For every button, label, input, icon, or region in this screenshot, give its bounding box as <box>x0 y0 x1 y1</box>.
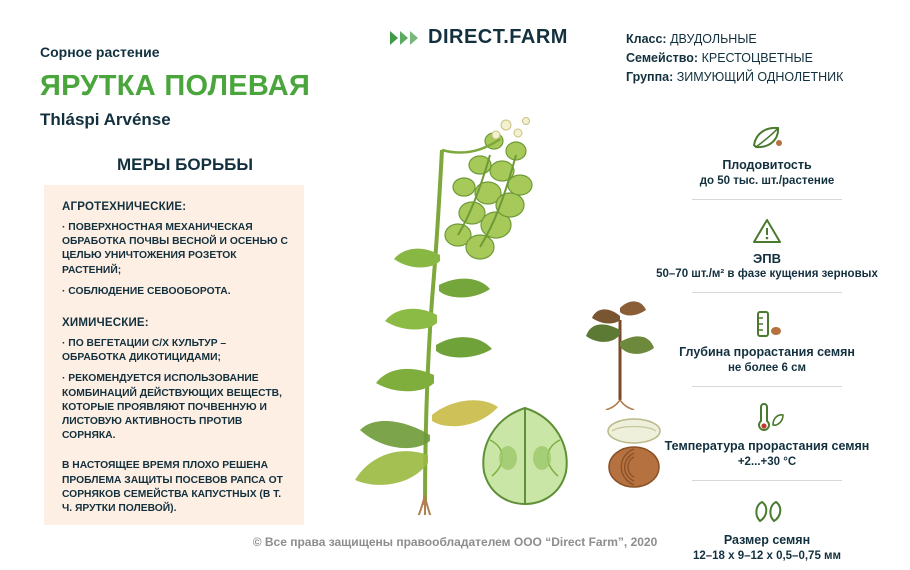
measures-panel <box>44 185 304 525</box>
meta-family-value: КРЕСТОЦВЕТНЫЕ <box>701 51 813 65</box>
seeds-icon <box>642 495 892 529</box>
list-item: · ПО ВЕГЕТАЦИИ С/Х КУЛЬТУР – ОБРАБОТКА ДИКОТИЦИДАМИ; <box>62 338 227 364</box>
chem-list <box>62 337 288 443</box>
triple-chevron-icon <box>390 31 418 45</box>
meta-group-label: Группа: <box>626 70 674 84</box>
fact-epv <box>642 214 892 307</box>
measures-note: В НАСТОЯЩЕЕ ВРЕМЯ ПЛОХО РЕШЕНА ПРОБЛЕМА ЗАЩИТЫ ПОСЕВОВ РАПСА ОТ СОРНЯКОВ СЕМЕЙСТВА КАПУСТНЫХ (В Т. Ч. ЯРУТКИ ПОЛЕВОЙ). <box>62 460 283 515</box>
meta-group-value: ЗИМУЮЩИЙ ОДНОЛЕТНИК <box>676 70 844 84</box>
meta-class <box>626 30 886 49</box>
fact-germination-temperature <box>642 401 892 495</box>
fact-title: ЭПВ <box>753 251 781 266</box>
fact-fertility <box>642 120 892 214</box>
fact-seed-size <box>642 495 892 570</box>
meta-class-label: Класс: <box>626 32 667 46</box>
measures-heading: МЕРЫ БОРЬБЫ <box>116 155 254 174</box>
chem-heading: ХИМИЧЕСКИЕ: <box>62 317 149 330</box>
list-item: · СОБЛЮДЕНИЕ СЕВООБОРОТА. <box>62 285 231 297</box>
fact-value: 50–70 шт./м² в фазе кущения зерновых <box>656 268 878 280</box>
copyright-footer: © Все права защищены правообладателем ООО “Direct Farm”, 2020 <box>252 535 658 549</box>
meta-group <box>626 68 886 87</box>
meta-class-value: ДВУДОЛЬНЫЕ <box>670 32 757 46</box>
list-item: · ПОВЕРХНОСТНАЯ МЕХАНИЧЕСКАЯ ОБРАБОТКА ПОЧВЫ ВЕСНОЙ И ОСЕНЬЮ С ЦЕЛЬЮ УНИЧТОЖЕНИЯ РОЗЕТОК РАСТЕНИЙ; <box>62 222 288 276</box>
ruler-seed-icon <box>642 307 892 341</box>
latin-name: Thláspi Arvénse <box>40 110 171 129</box>
meta-family-label: Семейство: <box>626 51 699 65</box>
fact-title: Размер семян <box>723 533 811 547</box>
thermometer-sprout-icon <box>642 401 892 435</box>
page-title: ЯРУТКА ПОЛЕВАЯ <box>40 70 311 102</box>
fact-title: Глубина прорастания семян <box>679 345 855 359</box>
facts-list <box>642 120 892 570</box>
divider <box>692 292 842 293</box>
seedpod-icon <box>642 120 892 154</box>
fact-germination-depth <box>642 307 892 401</box>
fact-value: 12–18 х 9–12 х 0,5–0,75 мм <box>692 550 842 562</box>
brand-name: DIRECT.FARM <box>428 26 568 48</box>
kicker-text: Сорное растение <box>40 44 160 60</box>
warning-triangle-icon <box>642 214 892 248</box>
fact-title: Плодовитость <box>722 158 812 172</box>
divider <box>692 199 842 200</box>
taxonomy-meta <box>626 30 886 87</box>
divider <box>692 480 842 481</box>
divider <box>692 386 842 387</box>
fact-value: +2...+30 °С <box>737 456 797 468</box>
meta-family <box>626 49 886 68</box>
silicle-fruit-illustration <box>470 400 580 510</box>
brand-logo <box>390 26 568 49</box>
agro-heading: АГРОТЕХНИЧЕСКИЕ: <box>62 201 187 213</box>
fact-title: Температура прорастания семян <box>664 439 870 453</box>
list-item: · РЕКОМЕНДУЕТСЯ ИСПОЛЬЗОВАНИЕ КОМБИНАЦИЙ ДЕЙСТВУЮЩИХ ВЕЩЕСТВ, КОТОРЫЕ ПРОЯВЛЯЮТ ПОЧВЕННУЮ И ЛИСТОВУЮ АКТИВНОСТЬ ПРОТИВ СОРНЯКА. <box>62 373 282 442</box>
agro-list <box>62 221 288 299</box>
fact-value: до 50 тыс. шт./растение <box>699 175 835 187</box>
fact-value: не более 6 см <box>727 362 806 374</box>
